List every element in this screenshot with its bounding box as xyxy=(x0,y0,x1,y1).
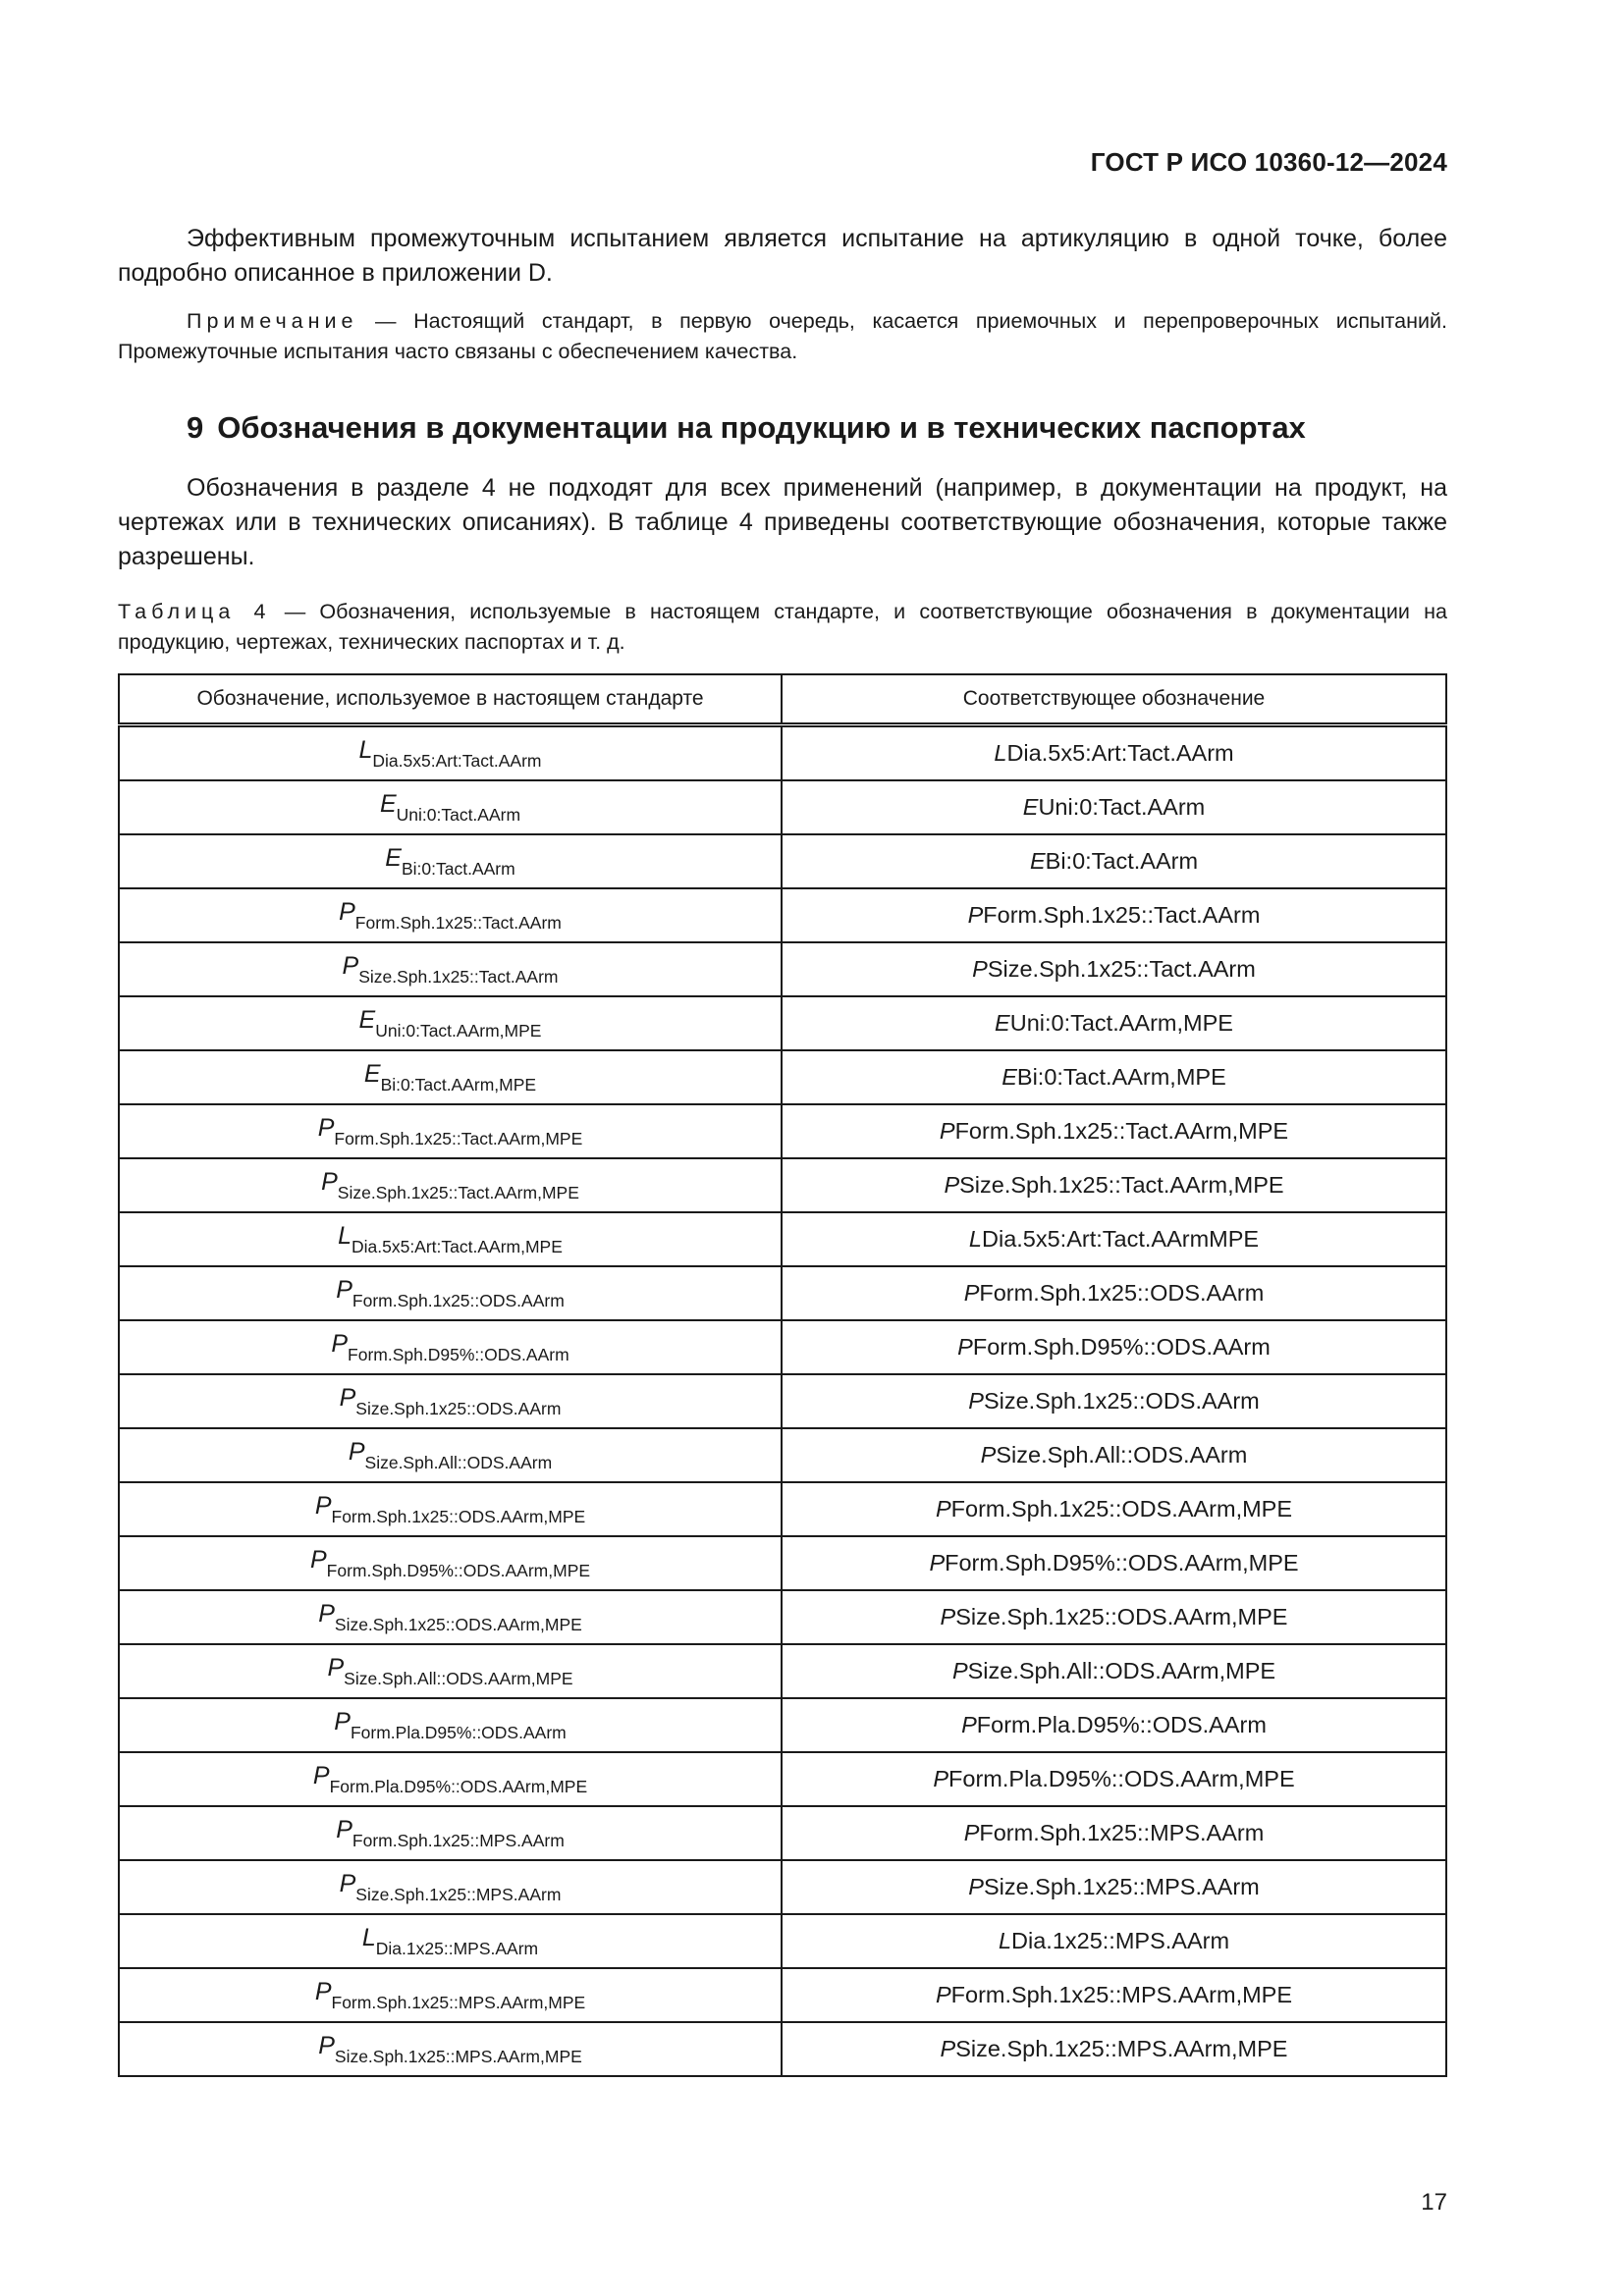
designation-symbol: L xyxy=(338,1221,352,1250)
corresponding-symbol: P xyxy=(951,1658,968,1683)
corresponding-designation-cell xyxy=(782,1050,1446,1104)
corresponding-text: Size.Sph.1x25::Tact.AArm xyxy=(987,956,1256,982)
standard-designation-cell xyxy=(119,1212,782,1266)
designation-subscript: Form.Pla.D95%::ODS.AArm,MPE xyxy=(329,1776,588,1796)
corresponding-designation-cell xyxy=(782,1212,1446,1266)
table-row xyxy=(119,1860,1446,1914)
designation-subscript: Size.Sph.1x25::MPS.AArm,MPE xyxy=(334,2046,582,2066)
corresponding-text: Form.Sph.1x25::Tact.AArm xyxy=(983,902,1261,928)
designation-subscript: Dia.1x25::MPS.AArm xyxy=(375,1938,539,1958)
corresponding-text: Size.Sph.1x25::Tact.AArm,MPE xyxy=(959,1172,1284,1198)
corresponding-text: Bi:0:Tact.AArm,MPE xyxy=(1016,1064,1226,1090)
designation-symbol: P xyxy=(339,1869,356,1897)
corresponding-text: Bi:0:Tact.AArm xyxy=(1045,848,1199,874)
corresponding-text: Form.Pla.D95%::ODS.AArm,MPE xyxy=(948,1766,1295,1791)
corresponding-text: Size.Sph.1x25::ODS.AArm xyxy=(983,1388,1260,1414)
designations-table-wrapper xyxy=(118,673,1447,2077)
standard-designation-cell xyxy=(119,888,782,942)
designation-subscript: Size.Sph.All::ODS.AArm xyxy=(364,1452,553,1472)
designations-table xyxy=(118,673,1447,2077)
designation-subscript: Size.Sph.1x25::MPS.AArm xyxy=(355,1884,562,1904)
designation-symbol: P xyxy=(342,951,359,980)
designation-symbol: P xyxy=(339,897,355,926)
corresponding-designation-cell xyxy=(782,996,1446,1050)
note-text: — Настоящий стандарт, в первую очередь, касается приемочных и перепроверочных испытаний. Промежуточные испытания часто связаны с обеспечением качества. xyxy=(118,309,1447,363)
table-caption xyxy=(118,597,1447,658)
table-row xyxy=(119,1752,1446,1806)
designation-subscript: Form.Sph.1x25::Tact.AArm xyxy=(354,912,562,933)
designation-subscript: Bi:0:Tact.AArm,MPE xyxy=(380,1074,537,1095)
corresponding-symbol: L xyxy=(994,740,1007,766)
standard-designation-cell xyxy=(119,2022,782,2076)
table-row xyxy=(119,1968,1446,2022)
table-row xyxy=(119,1536,1446,1590)
designation-symbol: P xyxy=(312,1761,330,1789)
corresponding-symbol: P xyxy=(963,1280,980,1306)
designation-symbol: P xyxy=(331,1329,349,1358)
corresponding-symbol: E xyxy=(1001,1064,1017,1090)
designation-symbol: P xyxy=(327,1653,345,1682)
designation-subscript: Uni:0:Tact.AArm xyxy=(396,804,521,825)
table-row xyxy=(119,1212,1446,1266)
designation-subscript: Form.Sph.1x25::MPS.AArm xyxy=(352,1830,565,1850)
corresponding-symbol: P xyxy=(972,956,988,982)
document-code: ГОСТ Р ИСО 10360-12—2024 xyxy=(1090,147,1447,177)
corresponding-symbol: P xyxy=(933,1766,949,1791)
standard-designation-cell xyxy=(119,1320,782,1374)
table-header-standard: Обозначение, используемое в настоящем стандарте xyxy=(119,674,782,725)
corresponding-text: Dia.1x25::MPS.AArm xyxy=(1011,1928,1230,1953)
table-row xyxy=(119,1104,1446,1158)
table-row xyxy=(119,780,1446,834)
standard-designation-cell xyxy=(119,1752,782,1806)
standard-designation-cell xyxy=(119,1806,782,1860)
designation-subscript: Form.Sph.D95%::ODS.AArm,MPE xyxy=(326,1560,591,1580)
corresponding-designation-cell xyxy=(782,1482,1446,1536)
corresponding-text: Form.Sph.1x25::MPS.AArm,MPE xyxy=(950,1982,1293,2007)
standard-designation-cell xyxy=(119,1698,782,1752)
standard-designation-cell xyxy=(119,996,782,1050)
page-number: 17 xyxy=(1421,2189,1447,2216)
corresponding-designation-cell xyxy=(782,1644,1446,1698)
designation-symbol: E xyxy=(363,1059,381,1088)
table-row xyxy=(119,1698,1446,1752)
designation-symbol: P xyxy=(309,1545,327,1574)
table-row xyxy=(119,996,1446,1050)
corresponding-text: Form.Sph.1x25::ODS.AArm xyxy=(979,1280,1265,1306)
corresponding-designation-cell xyxy=(782,1536,1446,1590)
corresponding-text: Size.Sph.1x25::MPS.AArm xyxy=(983,1874,1260,1899)
corresponding-symbol: P xyxy=(940,1604,956,1629)
designation-symbol: P xyxy=(336,1815,352,1843)
table-caption-label: Таблица 4 xyxy=(118,600,271,623)
table-row xyxy=(119,1806,1446,1860)
designation-symbol: P xyxy=(317,1113,335,1142)
table-row xyxy=(119,725,1446,781)
corresponding-designation-cell xyxy=(782,1158,1446,1212)
designation-symbol: L xyxy=(361,1923,376,1951)
standard-designation-cell xyxy=(119,1374,782,1428)
corresponding-designation-cell xyxy=(782,1374,1446,1428)
table-caption-text: — Обозначения, используемые в настоящем стандарте, и соответствующие обозначения в документации на продукцию, чертежах, технических паспортах и т. д. xyxy=(118,600,1447,654)
designation-subscript: Form.Sph.1x25::MPS.AArm,MPE xyxy=(331,1992,586,2012)
designation-symbol: P xyxy=(321,1167,338,1196)
table-row xyxy=(119,1050,1446,1104)
corresponding-symbol: P xyxy=(968,1388,984,1414)
corresponding-symbol: E xyxy=(1022,794,1039,820)
standard-designation-cell xyxy=(119,1914,782,1968)
corresponding-symbol: E xyxy=(995,1010,1010,1036)
corresponding-symbol: P xyxy=(935,1982,951,2007)
section-heading xyxy=(187,410,1306,446)
table-row xyxy=(119,888,1446,942)
corresponding-designation-cell xyxy=(782,1104,1446,1158)
designation-subscript: Size.Sph.1x25::Tact.AArm xyxy=(358,966,559,987)
corresponding-text: Dia.5x5:Art:Tact.AArmMPE xyxy=(982,1226,1260,1252)
corresponding-text: Uni:0:Tact.AArm,MPE xyxy=(1009,1010,1233,1036)
note xyxy=(118,306,1447,367)
paragraph-intermediate-test xyxy=(118,222,1447,291)
table-header-row xyxy=(119,674,1446,725)
corresponding-designation-cell xyxy=(782,725,1446,781)
corresponding-text: Dia.5x5:Art:Tact.AArm xyxy=(1006,740,1234,766)
section-body xyxy=(118,471,1447,574)
designation-subscript: Bi:0:Tact.AArm xyxy=(401,858,515,879)
corresponding-symbol: P xyxy=(980,1442,997,1468)
corresponding-symbol: P xyxy=(967,902,984,928)
standard-designation-cell xyxy=(119,1266,782,1320)
corresponding-text: Form.Sph.1x25::MPS.AArm xyxy=(979,1820,1265,1845)
corresponding-designation-cell xyxy=(782,834,1446,888)
table-row xyxy=(119,1482,1446,1536)
standard-designation-cell xyxy=(119,1482,782,1536)
designation-symbol: P xyxy=(336,1275,352,1304)
standard-designation-cell xyxy=(119,1968,782,2022)
corresponding-symbol: P xyxy=(939,1118,955,1144)
designation-symbol: P xyxy=(348,1437,365,1466)
standard-designation-cell xyxy=(119,942,782,996)
designation-symbol: E xyxy=(358,1005,376,1034)
designation-subscript: Form.Pla.D95%::ODS.AArm xyxy=(350,1722,567,1742)
table-row xyxy=(119,942,1446,996)
corresponding-designation-cell xyxy=(782,1806,1446,1860)
corresponding-text: Form.Pla.D95%::ODS.AArm xyxy=(976,1712,1267,1737)
standard-designation-cell xyxy=(119,1104,782,1158)
corresponding-designation-cell xyxy=(782,1914,1446,1968)
corresponding-symbol: E xyxy=(1029,848,1046,874)
designation-subscript: Form.Sph.D95%::ODS.AArm xyxy=(348,1344,569,1364)
table-row xyxy=(119,1374,1446,1428)
standard-designation-cell xyxy=(119,1428,782,1482)
designation-subscript: Form.Sph.1x25::ODS.AArm xyxy=(352,1290,565,1310)
corresponding-designation-cell xyxy=(782,888,1446,942)
table-row xyxy=(119,1428,1446,1482)
paragraph-text: Эффективным промежуточным испытанием является испытание на артикуляцию в одной точке, более подробно описанное в приложении D. xyxy=(118,225,1447,287)
corresponding-text: Size.Sph.All::ODS.AArm xyxy=(996,1442,1248,1468)
corresponding-symbol: P xyxy=(968,1874,984,1899)
designation-symbol: L xyxy=(358,735,373,764)
corresponding-symbol: P xyxy=(961,1712,977,1737)
standard-designation-cell xyxy=(119,834,782,888)
section-number: 9 xyxy=(187,410,204,445)
corresponding-symbol: P xyxy=(957,1334,973,1360)
corresponding-designation-cell xyxy=(782,1320,1446,1374)
corresponding-symbol: L xyxy=(998,1928,1012,1953)
table-row xyxy=(119,1266,1446,1320)
designation-symbol: P xyxy=(334,1707,351,1735)
corresponding-designation-cell xyxy=(782,1590,1446,1644)
designation-symbol: P xyxy=(318,1599,335,1628)
designation-symbol: P xyxy=(339,1383,356,1412)
table-row xyxy=(119,1590,1446,1644)
designation-symbol: E xyxy=(385,843,402,872)
corresponding-symbol: P xyxy=(935,1496,951,1522)
corresponding-symbol: P xyxy=(929,1550,946,1575)
designation-subscript: Size.Sph.1x25::ODS.AArm,MPE xyxy=(334,1614,582,1634)
corresponding-designation-cell xyxy=(782,1698,1446,1752)
corresponding-text: Uni:0:Tact.AArm xyxy=(1038,794,1206,820)
corresponding-designation-cell xyxy=(782,1266,1446,1320)
corresponding-designation-cell xyxy=(782,1428,1446,1482)
designation-subscript: Size.Sph.All::ODS.AArm,MPE xyxy=(344,1668,573,1688)
designation-symbol: P xyxy=(314,1977,332,2005)
corresponding-designation-cell xyxy=(782,942,1446,996)
table-row xyxy=(119,1320,1446,1374)
corresponding-designation-cell xyxy=(782,2022,1446,2076)
standard-designation-cell xyxy=(119,1536,782,1590)
corresponding-designation-cell xyxy=(782,780,1446,834)
corresponding-text: Form.Sph.D95%::ODS.AArm xyxy=(972,1334,1271,1360)
corresponding-text: Size.Sph.1x25::ODS.AArm,MPE xyxy=(955,1604,1288,1629)
table-row xyxy=(119,1158,1446,1212)
designation-symbol: P xyxy=(318,2031,335,2059)
table-row xyxy=(119,1914,1446,1968)
table-row xyxy=(119,1644,1446,1698)
corresponding-symbol: L xyxy=(968,1226,982,1252)
standard-designation-cell xyxy=(119,1860,782,1914)
corresponding-text: Form.Sph.1x25::ODS.AArm,MPE xyxy=(950,1496,1293,1522)
table-body xyxy=(119,725,1446,2077)
designation-subscript: Dia.5x5:Art:Tact.AArm,MPE xyxy=(351,1236,563,1256)
table-row xyxy=(119,2022,1446,2076)
corresponding-designation-cell xyxy=(782,1752,1446,1806)
designation-symbol: E xyxy=(379,789,397,818)
note-label: Примечание xyxy=(187,309,358,333)
designation-subscript: Form.Sph.1x25::Tact.AArm,MPE xyxy=(334,1128,583,1148)
corresponding-text: Form.Sph.D95%::ODS.AArm,MPE xyxy=(945,1550,1299,1575)
designation-subscript: Uni:0:Tact.AArm,MPE xyxy=(375,1020,542,1041)
corresponding-symbol: P xyxy=(940,2036,956,2061)
standard-designation-cell xyxy=(119,1590,782,1644)
standard-designation-cell xyxy=(119,1050,782,1104)
table-row xyxy=(119,834,1446,888)
designation-subscript: Form.Sph.1x25::ODS.AArm,MPE xyxy=(331,1506,586,1526)
standard-designation-cell xyxy=(119,725,782,781)
corresponding-symbol: P xyxy=(963,1820,980,1845)
corresponding-text: Size.Sph.All::ODS.AArm,MPE xyxy=(967,1658,1276,1683)
designation-subscript: Size.Sph.1x25::Tact.AArm,MPE xyxy=(337,1182,579,1202)
section-body-text: Обозначения в разделе 4 не подходят для всех применений (например, в документации на продукт, на чертежах или в технических описаниях). В таблице 4 приведены соответствующие обозначения, которые также разрешены. xyxy=(118,474,1447,570)
corresponding-text: Form.Sph.1x25::Tact.AArm,MPE xyxy=(954,1118,1289,1144)
designation-subscript: Size.Sph.1x25::ODS.AArm xyxy=(355,1398,562,1418)
standard-designation-cell xyxy=(119,1644,782,1698)
corresponding-designation-cell xyxy=(782,1968,1446,2022)
standard-designation-cell xyxy=(119,1158,782,1212)
section-title: Обозначения в документации на продукцию и в технических паспортах xyxy=(217,410,1306,445)
table-header-corresponding: Соответствующее обозначение xyxy=(782,674,1446,725)
corresponding-symbol: P xyxy=(944,1172,960,1198)
standard-designation-cell xyxy=(119,780,782,834)
designation-symbol: P xyxy=(314,1491,332,1520)
designation-subscript: Dia.5x5:Art:Tact.AArm xyxy=(372,750,542,771)
corresponding-text: Size.Sph.1x25::MPS.AArm,MPE xyxy=(955,2036,1288,2061)
corresponding-designation-cell xyxy=(782,1860,1446,1914)
